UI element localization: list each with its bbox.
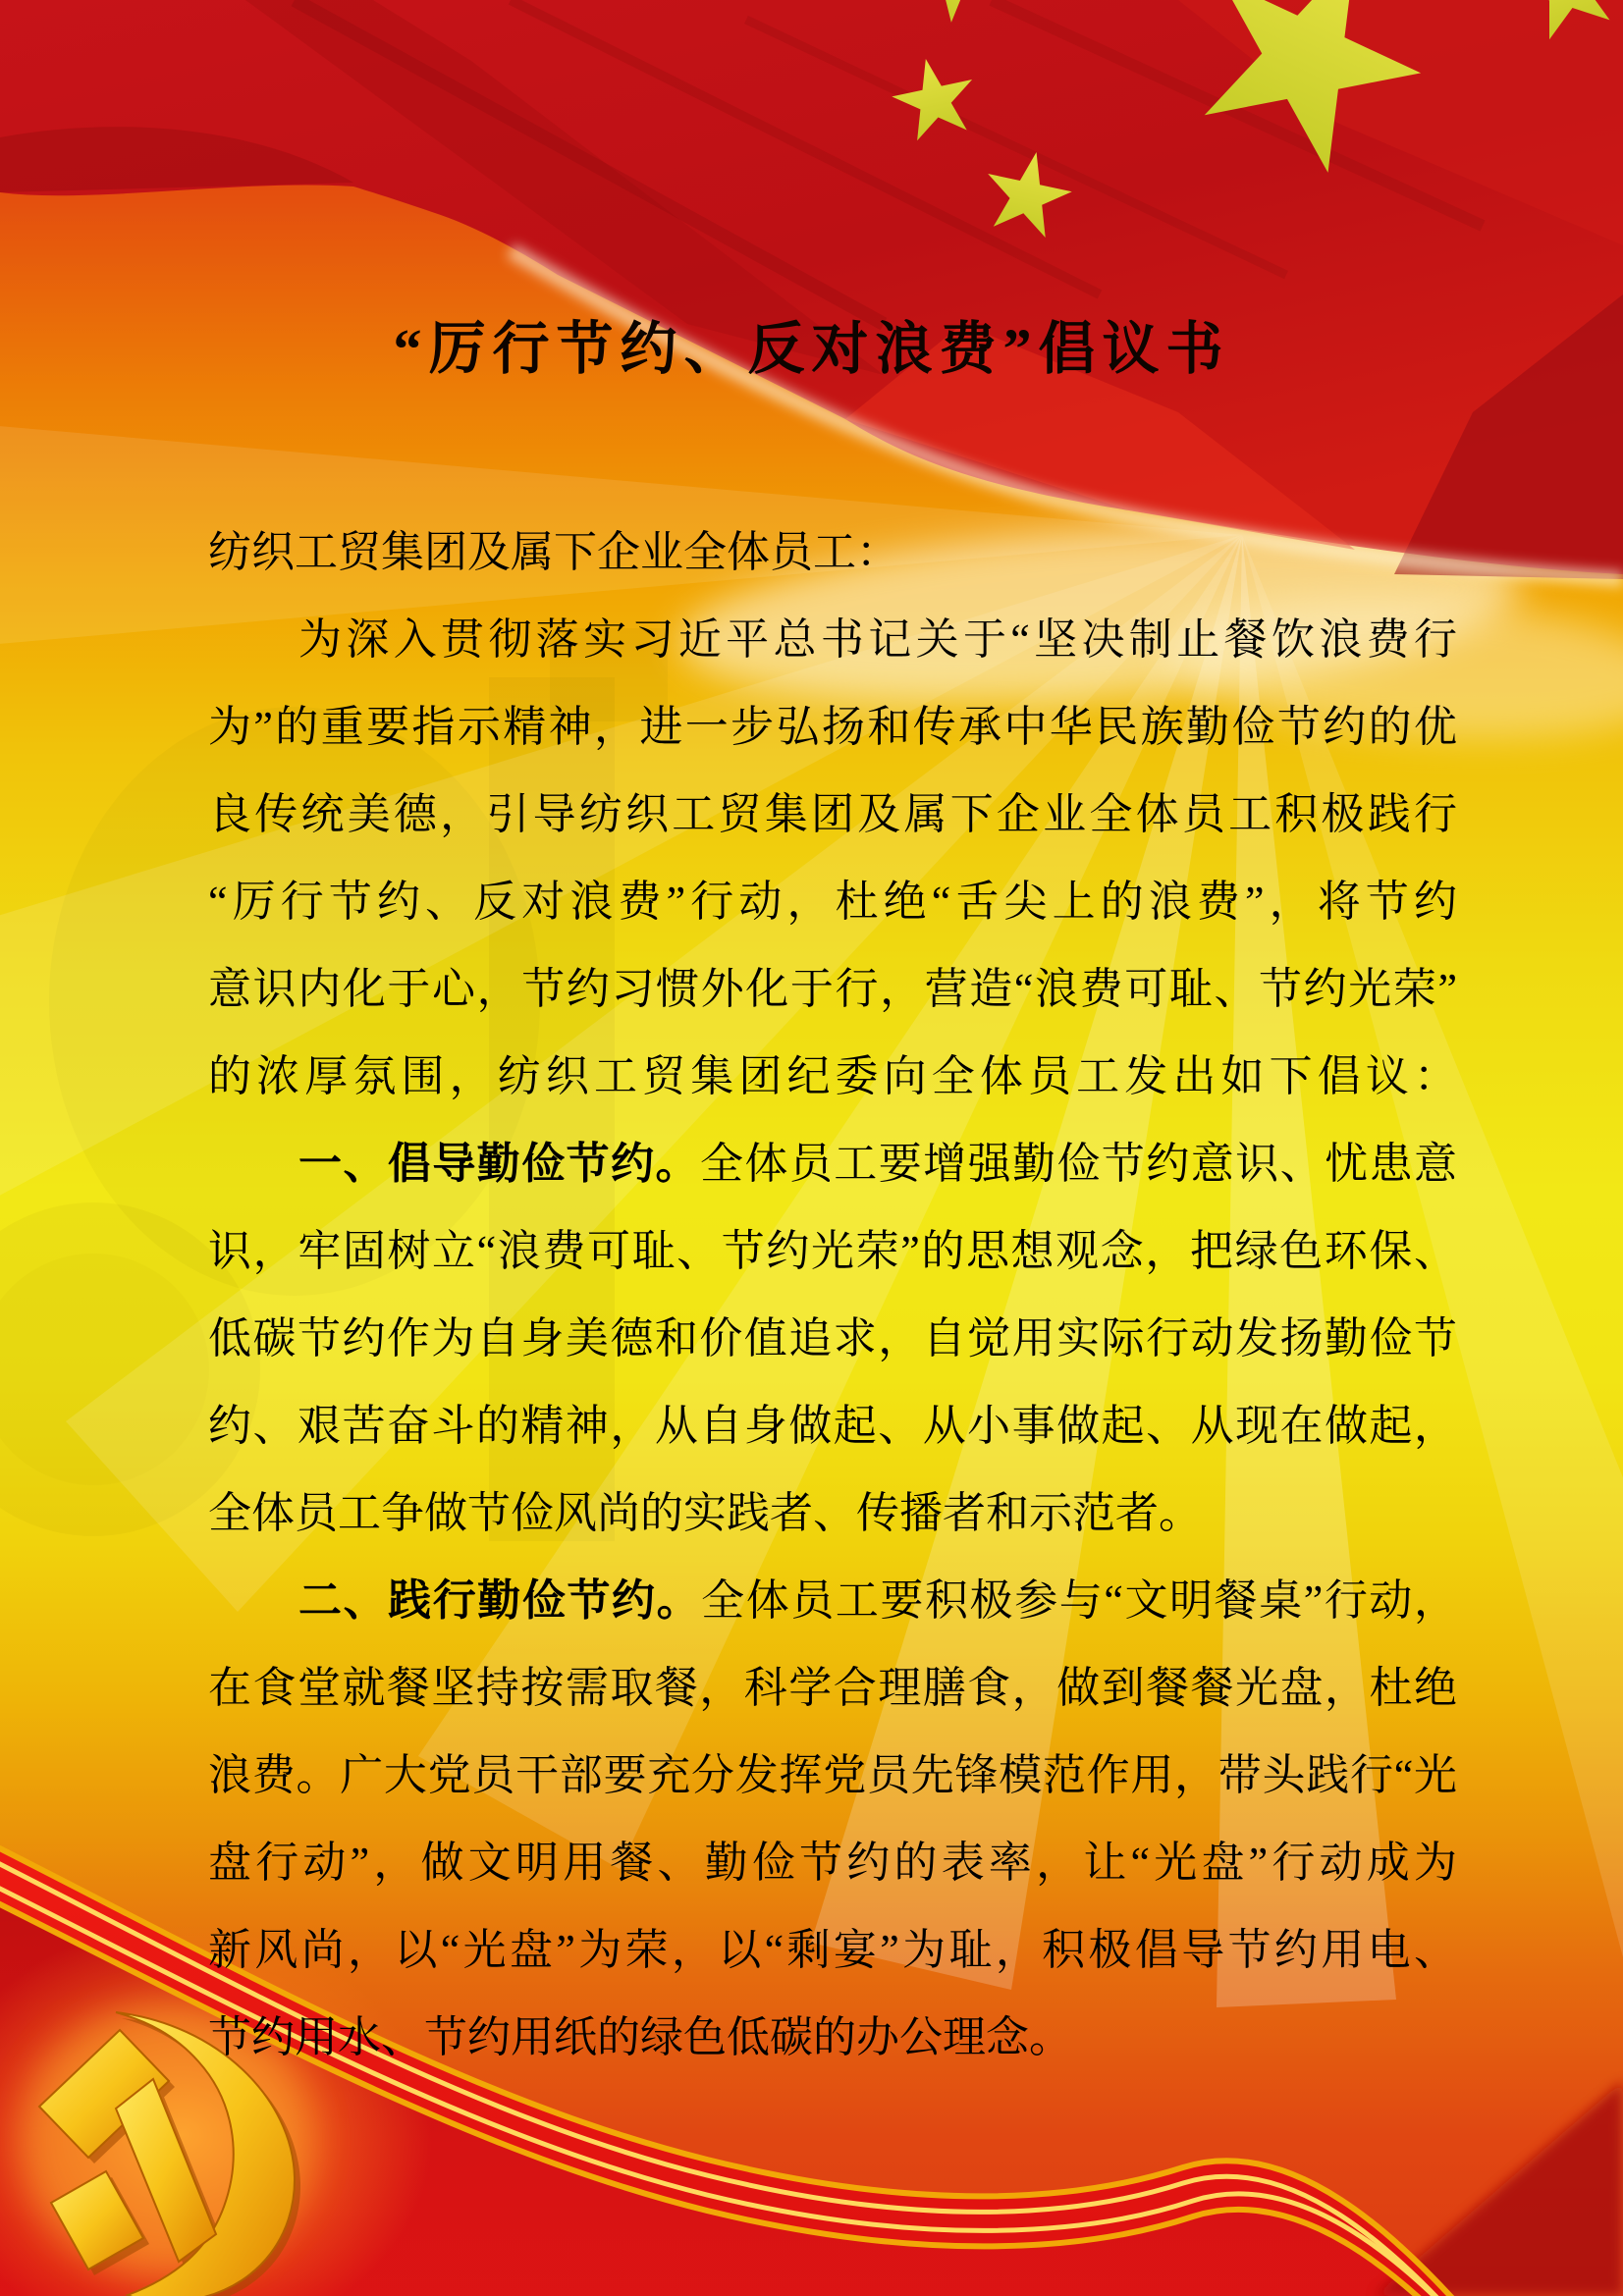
body-line: 浪费。广大党员干部要充分发挥党员先锋模范作用，带头践行“光 [208, 1751, 1457, 1799]
body-text [208, 508, 1457, 2081]
body-line: 全体员工争做节俭风尚的实践者、传播者和示范者。 [208, 1489, 1202, 1537]
body-line: 为”的重要指示精神，进一步弘扬和传承中华民族勤俭节约的优 [208, 703, 1457, 751]
body-line-salutation: 纺织工贸集团及属下企业全体员工： [208, 528, 899, 576]
body-line: 低碳节约作为自身美德和价值追求，自觉用实际行动发扬勤俭节 [208, 1314, 1457, 1362]
body-line: 识，牢固树立“浪费可耻、节约光荣”的思想观念，把绿色环保、 [208, 1227, 1457, 1275]
body-line: 节约用水、节约用纸的绿色低碳的办公理念。 [208, 2013, 1072, 2061]
body-line-section-2: 二、践行勤俭节约。全体员工要积极参与“文明餐桌”行动， [298, 1576, 1457, 1625]
page-title: “厉行节约、反对浪费”倡议书 [393, 317, 1230, 381]
body-line: “厉行节约、反对浪费”行动，杜绝“舌尖上的浪费”，将节约 [208, 878, 1457, 926]
body-line: 意识内化于心，节约习惯外化于行，营造“浪费可耻、节约光荣” [208, 965, 1457, 1013]
body-line: 约、艰苦奋斗的精神，从自身做起、从小事做起、从现在做起， [208, 1402, 1457, 1450]
body-line: 盘行动”，做文明用餐、勤俭节约的表率，让“光盘”行动成为 [208, 1839, 1457, 1887]
section-1-heading: 一、倡导勤俭节约。 [298, 1140, 700, 1188]
body-line: 在食堂就餐坚持按需取餐，科学合理膳食，做到餐餐光盘，杜绝 [208, 1664, 1457, 1712]
body-line: 良传统美德，引导纺织工贸集团及属下企业全体员工积极践行 [208, 790, 1457, 838]
body-line-section-1: 一、倡导勤俭节约。全体员工要增强勤俭节约意识、忧患意 [298, 1140, 1458, 1188]
section-2-heading: 二、践行勤俭节约。 [298, 1576, 702, 1625]
body-line: 的浓厚氛围，纺织工贸集团纪委向全体员工发出如下倡议： [208, 1052, 1457, 1100]
body-line: 新风尚，以“光盘”为荣，以“剩宴”为耻，积极倡导节约用电、 [208, 1926, 1457, 1974]
body-line: 为深入贯彻落实习近平总书记关于“坚决制止餐饮浪费行 [298, 615, 1457, 664]
